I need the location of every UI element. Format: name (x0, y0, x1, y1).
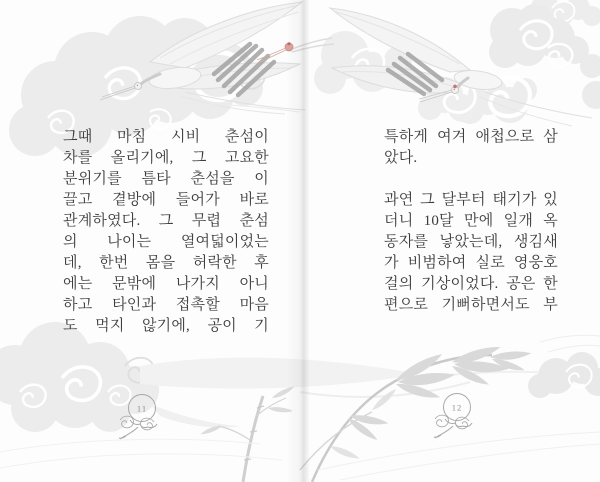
text-line: 분위기를 틈타 춘섬을 이 (63, 171, 269, 187)
text-line: 걸의 기상이었다. 공은 한 (384, 276, 558, 292)
text-line: 에는 문밖에 나가지 아니 (63, 276, 269, 292)
text-line: 았다. (384, 150, 418, 166)
right-page-text (384, 127, 558, 316)
text-line: 의 나이는 열여덟이었는 (63, 234, 269, 250)
text-line: 끌고 곁방에 들어가 바로 (63, 192, 269, 208)
page-number-ornament-left (116, 392, 168, 444)
right-page[interactable] (300, 0, 600, 482)
text-line: 데, 한번 몸을 허락한 후 (63, 255, 269, 271)
left-page-text (63, 127, 269, 337)
text-line: 더니 10달 만에 일개 옥 (384, 213, 558, 229)
text-line: 특하게 여겨 애첩으로 삼 (384, 129, 558, 145)
text-line: 그때 마침 시비 춘섬이 (63, 129, 269, 145)
text-line: 차를 올리기에, 그 고요한 (63, 150, 269, 166)
text-line: 편으로 기뻐하면서도 부 (384, 297, 558, 313)
text-line: 관계하였다. 그 무렵 춘섬 (63, 213, 269, 229)
paragraph-gap (384, 169, 558, 190)
page-number: 11 (136, 403, 148, 414)
text-line: 동자를 낳았는데, 생김새 (384, 234, 558, 250)
text-line: 가 비범하여 실로 영웅호 (384, 255, 558, 271)
page-number: 12 (451, 402, 463, 413)
page-number-ornament-right (431, 391, 483, 443)
text-line: 과연 그 달부터 태기가 있 (384, 192, 558, 208)
text-line: 도 먹지 않기에, 공이 기 (63, 318, 269, 334)
text-line: 하고 타인과 접촉할 마음 (63, 297, 269, 313)
